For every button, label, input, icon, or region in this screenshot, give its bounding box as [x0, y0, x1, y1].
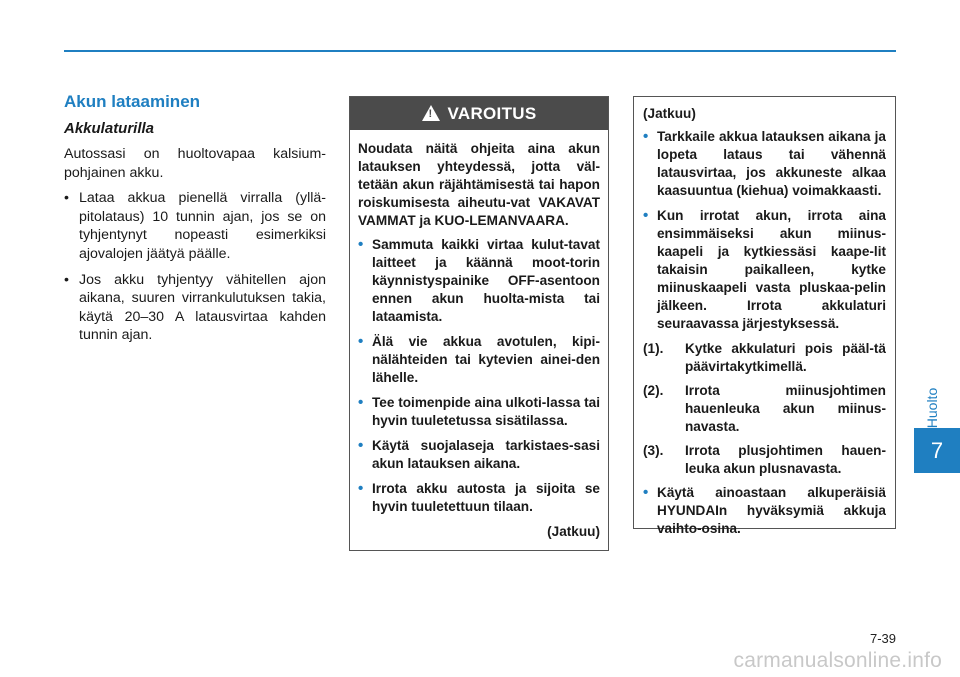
section-subtitle: Akkulaturilla — [64, 120, 155, 137]
disconnect-steps — [643, 340, 886, 478]
chapter-tab: 7 — [914, 428, 960, 473]
list-item: • Tee toimenpide aina ulkoti-lassa tai hyvin tuuletetussa sisätilassa. — [358, 394, 600, 430]
left-column — [64, 92, 326, 352]
step-number: (2). — [643, 383, 664, 398]
step-text: Irrota miinusjohtimen hauenleuka akun miinus-navasta. — [685, 383, 886, 434]
watermark: carmanualsonline.info — [733, 649, 942, 672]
warning-header — [350, 97, 608, 130]
list-item: • Sammuta kaikki virtaa kulut-tavat laitteet ja käännä moot-torin käynnistyspainike OFF-asentoon ennen akun huolta-mista tai lataamista. — [358, 236, 600, 326]
warning-triangle-icon — [422, 105, 440, 121]
section-title: Akun lataaminen — [64, 92, 201, 111]
list-item: • Irrota akku autosta ja sijoita se hyvin tuuletettuun tilaan. — [358, 480, 600, 516]
warning-body — [350, 130, 608, 541]
top-rule — [64, 50, 896, 52]
step-number: (3). — [643, 443, 664, 458]
list-item: • Lataa akkua pienellä virralla (yllä-pitolataus) 10 tunnin ajan, jos se on tyhjentynyt nopeasti esimerkiksi ajovalojen jäätyä päälle. — [64, 189, 326, 263]
list-item: • Älä vie akkua avotulen, kipi-nälähteiden tai kytevien ainei-den lähelle. — [358, 333, 600, 387]
continued-header: (Jatkuu) — [643, 106, 696, 121]
step-number: (1). — [643, 341, 664, 356]
warning-intro: Noudata näitä ohjeita aina akun latauksen yhteydessä, jotta väl-tetään akun räjähtämisestä tai hapon roiskumisesta aiheutu-vat VAKAVAT VAMMAT ja KUO-LEMANVAARA. — [358, 141, 600, 228]
list-item: • Tarkkaile akkua latauksen aikana ja lopeta lataus tai vähennä latausvirtaa, jos akkuneste alkaa kaasuuntua (kiehua) voimakkaasti. — [643, 128, 886, 200]
step-item — [643, 442, 886, 478]
continued-bullet-list — [643, 128, 886, 333]
warning-box — [349, 96, 609, 551]
warning-header-label: VAROITUS — [447, 103, 537, 123]
list-item: • Kun irrotat akun, irrota aina ensimmäiseksi akun miinus-kaapeli ja kytkiessäsi kaape-lit takaisin paikalleen, kytke miinuskaapeli vasta pluskaa-pelin jälkeen. Irrota akkulaturi seuraavassa järjestyksessä. — [643, 207, 886, 333]
charging-bullet-list — [64, 189, 326, 345]
list-item: • Käytä ainoastaan alkuperäisiä HYUNDAIn hyväksymiä akkuja vaihto-osina. — [643, 484, 886, 538]
chapter-name: Huolto — [924, 387, 940, 429]
continued-bullet-list-bottom — [643, 484, 886, 538]
step-item — [643, 382, 886, 436]
continued-warning-box — [633, 96, 896, 536]
list-item: • Jos akku tyhjentyy vähitellen ajon aikana, suuren virrankulutuksen takia, käytä 20–30 A latausvirtaa kahden tunnin ajan. — [64, 271, 326, 345]
warning-bullet-list — [358, 236, 600, 516]
intro-paragraph: Autossasi on huoltovapaa kalsium-pohjainen akku. — [64, 146, 326, 181]
continued-note: (Jatkuu) — [547, 524, 600, 539]
step-text: Irrota plusjohtimen hauen-leuka akun plusnavasta. — [685, 443, 886, 476]
page-number: 7-39 — [869, 631, 896, 646]
step-item — [643, 340, 886, 376]
list-item: • Käytä suojalaseja tarkistaes-sasi akun latauksen aikana. — [358, 437, 600, 473]
step-text: Kytke akkulaturi pois pääl-tä päävirtakytkimellä. — [685, 341, 886, 374]
